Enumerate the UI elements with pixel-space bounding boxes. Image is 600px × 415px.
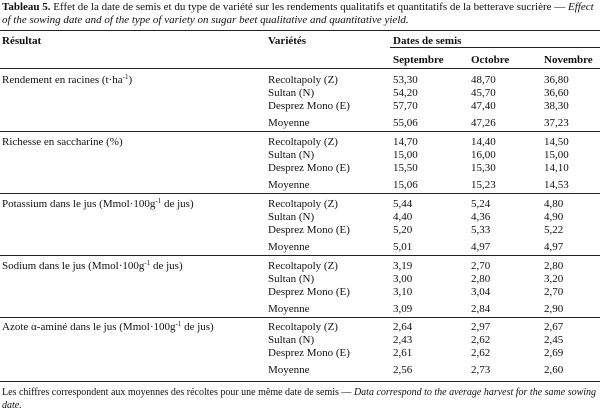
value-september: 2,43 — [393, 334, 413, 347]
group-label-suffix: de jus) — [150, 260, 183, 272]
value-september: 15,50 — [393, 162, 418, 175]
group-label-text: Rendement en racines (t·ha — [2, 74, 123, 86]
header-sowing-dates: Dates de semis — [393, 35, 462, 47]
value-october: 47,26 — [471, 117, 496, 129]
group-separator-rule — [0, 131, 600, 132]
value-september: 2,56 — [393, 364, 413, 376]
group-label-text: Richesse en saccharine (%) — [2, 136, 123, 148]
variety-name: Moyenne — [268, 117, 310, 129]
header-september: Septembre — [393, 54, 444, 66]
variety-name: Recoltapoly (Z) — [268, 136, 338, 148]
variety-name: Desprez Mono (E) — [268, 286, 350, 299]
value-november: 2,45 — [544, 334, 564, 347]
value-september: 15,00 — [393, 149, 418, 162]
value-september: 3,10 — [393, 286, 413, 299]
value-november: 14,53 — [544, 179, 569, 191]
variety-name: Moyenne — [268, 364, 310, 376]
value-october: 2,73 — [471, 364, 491, 376]
value-november: 2,69 — [544, 347, 564, 360]
variety-name: Recoltapoly (Z) — [268, 74, 338, 86]
value-september: 2,61 — [393, 347, 413, 360]
value-november: 15,00 — [544, 149, 569, 162]
header-variety: Variétés — [268, 35, 307, 47]
value-october: 2,80 — [471, 273, 491, 286]
variety-name: Recoltapoly (Z) — [268, 260, 338, 272]
value-november: 38,30 — [544, 100, 569, 113]
variety-name: Desprez Mono (E) — [268, 224, 350, 237]
value-october: 3,04 — [471, 286, 491, 299]
footnote-french: Les chiffres correspondent aux moyennes des récoltes pour une même date de semis — — [2, 387, 352, 398]
group-label-suffix: de jus) — [181, 321, 214, 333]
top-rule — [0, 30, 600, 31]
value-september: 3,19 — [393, 260, 413, 272]
value-november: 3,20 — [544, 273, 564, 286]
group-label — [2, 321, 214, 333]
variety-name: Moyenne — [268, 179, 310, 191]
caption-label: Tableau 5. — [2, 1, 51, 13]
variety-name: Moyenne — [268, 241, 310, 253]
group-label-text: Sodium dans le jus (Mmol·100g — [2, 260, 145, 272]
group-label — [2, 136, 123, 148]
group-label-exponent: -1 — [155, 197, 162, 205]
group-separator-rule — [0, 255, 600, 256]
value-november: 2,80 — [544, 260, 564, 272]
group-label-exponent: -1 — [144, 259, 151, 267]
value-september: 55,06 — [393, 117, 418, 129]
value-november: 4,97 — [544, 241, 564, 253]
value-november: 36,80 — [544, 74, 569, 86]
footnote-english: Data correspond to the average harvest for the same sowing date. — [2, 387, 597, 411]
caption-french: Effet de la date de semis et du type de variété sur les rendements qualitatifs et quantitatifs de la betterave sucrière — — [53, 1, 566, 13]
value-november: 14,50 — [544, 136, 569, 148]
group-label-suffix: ) — [128, 74, 133, 86]
value-september: 5,01 — [393, 241, 413, 253]
bottom-rule — [0, 381, 600, 382]
value-october: 2,97 — [471, 321, 491, 333]
value-october: 5,33 — [471, 224, 491, 237]
group-separator-rule — [0, 317, 600, 318]
value-september: 3,00 — [393, 273, 413, 286]
value-september: 2,64 — [393, 321, 413, 333]
value-october: 48,70 — [471, 74, 496, 86]
value-october: 2,84 — [471, 303, 491, 315]
value-september: 3,09 — [393, 303, 413, 315]
group-label-suffix: de jus) — [161, 198, 194, 210]
value-september: 4,40 — [393, 211, 413, 224]
value-october: 14,40 — [471, 136, 496, 148]
value-october: 15,30 — [471, 162, 496, 175]
group-separator-rule — [0, 193, 600, 194]
value-september: 14,70 — [393, 136, 418, 148]
variety-name: Recoltapoly (Z) — [268, 321, 338, 333]
group-label-text: Azote α-aminé dans le jus (Mmol·100g — [2, 321, 176, 333]
variety-name: Recoltapoly (Z) — [268, 198, 338, 210]
group-label-exponent: -1 — [122, 73, 129, 81]
group-label — [2, 198, 194, 210]
variety-name: Sultan (N) — [268, 87, 315, 100]
header-rule — [0, 68, 600, 69]
value-october: 16,00 — [471, 149, 496, 162]
variety-name: Sultan (N) — [268, 273, 315, 286]
table-caption — [2, 1, 598, 27]
value-september: 15,06 — [393, 179, 418, 191]
value-september: 5,44 — [393, 198, 413, 210]
value-november: 5,22 — [544, 224, 564, 237]
value-november: 4,90 — [544, 211, 564, 224]
value-september: 54,20 — [393, 87, 418, 100]
value-november: 2,70 — [544, 286, 564, 299]
value-september: 53,30 — [393, 74, 418, 86]
dates-subrule — [390, 47, 600, 48]
value-november: 14,10 — [544, 162, 569, 175]
group-label — [2, 74, 132, 86]
variety-name: Desprez Mono (E) — [268, 162, 350, 175]
value-november: 36,60 — [544, 87, 569, 100]
variety-name: Desprez Mono (E) — [268, 100, 350, 113]
variety-name: Moyenne — [268, 303, 310, 315]
value-november: 2,67 — [544, 321, 564, 333]
variety-name: Sultan (N) — [268, 211, 315, 224]
variety-name: Sultan (N) — [268, 334, 315, 347]
variety-name: Desprez Mono (E) — [268, 347, 350, 360]
group-label-text: Potassium dans le jus (Mmol·100g — [2, 198, 156, 210]
value-october: 5,24 — [471, 198, 491, 210]
header-october: Octobre — [471, 54, 510, 66]
value-october: 15,23 — [471, 179, 496, 191]
header-november: Novembre — [544, 54, 593, 66]
group-label — [2, 260, 183, 272]
value-october: 45,70 — [471, 87, 496, 100]
value-october: 4,36 — [471, 211, 491, 224]
value-october: 47,40 — [471, 100, 496, 113]
caption-english: Effect of the sowing date and of the type of variety on sugar beet qualitative and quantitative yield. — [2, 1, 594, 26]
header-result: Résultat — [2, 35, 42, 47]
value-november: 37,23 — [544, 117, 569, 129]
value-november: 2,60 — [544, 364, 564, 376]
value-september: 57,70 — [393, 100, 418, 113]
value-september: 5,20 — [393, 224, 413, 237]
value-october: 2,70 — [471, 260, 491, 272]
value-october: 4,97 — [471, 241, 491, 253]
value-november: 4,80 — [544, 198, 564, 210]
value-october: 2,62 — [471, 334, 491, 347]
value-november: 2,90 — [544, 303, 564, 315]
value-october: 2,62 — [471, 347, 491, 360]
variety-name: Sultan (N) — [268, 149, 315, 162]
footnote — [2, 386, 598, 412]
group-label-exponent: -1 — [175, 320, 182, 328]
